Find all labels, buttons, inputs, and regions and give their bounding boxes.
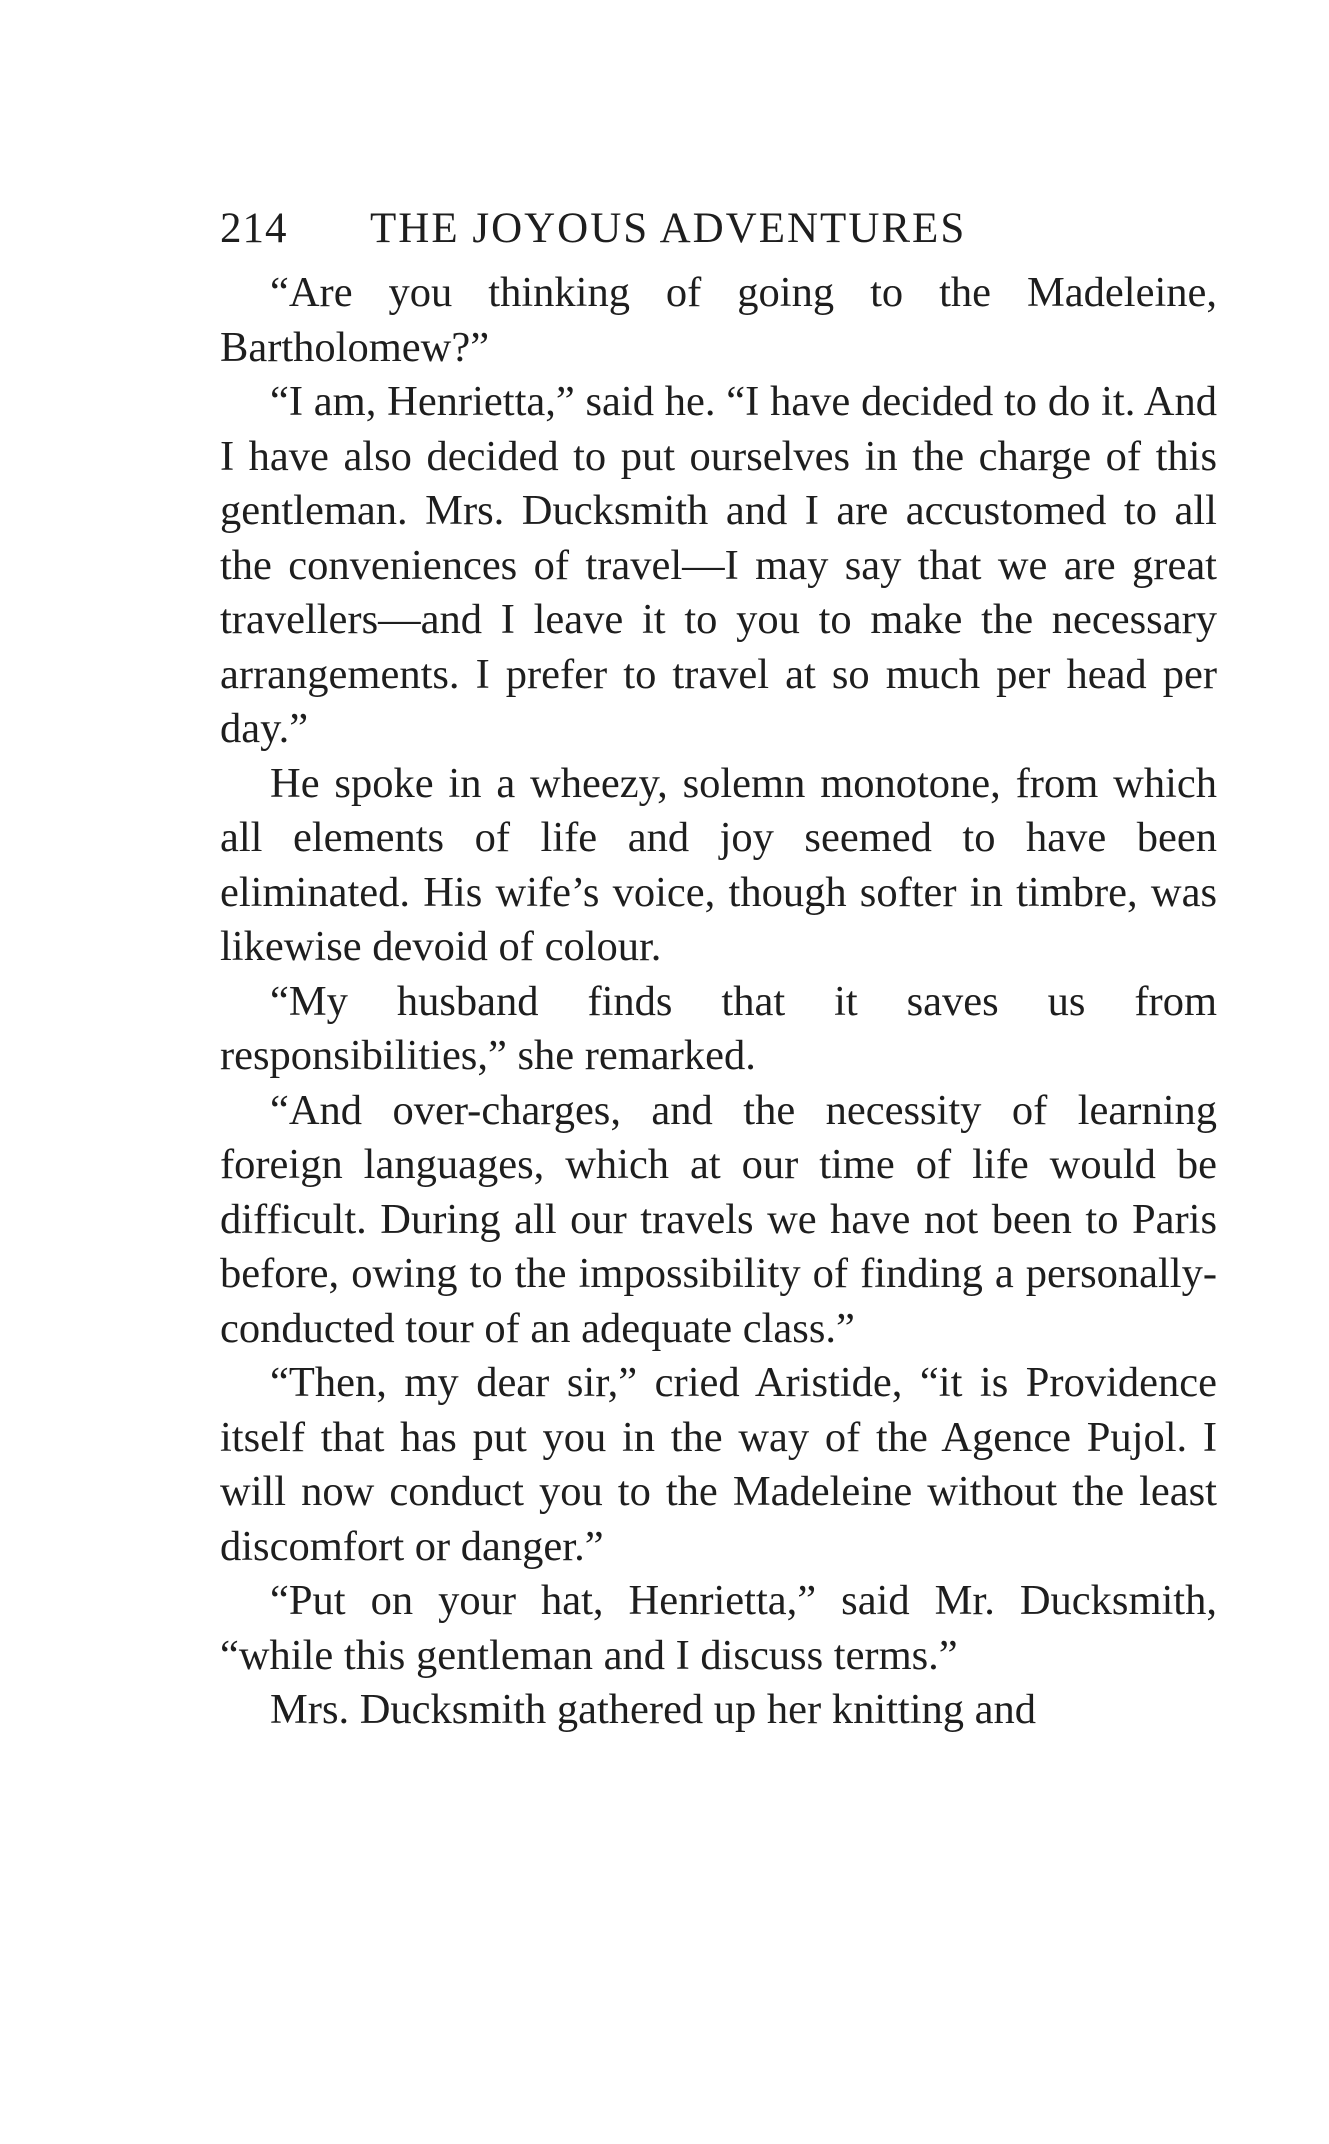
page-text-block: [220, 196, 1217, 1738]
paragraph-4: “My husband finds that it saves us from responsibilities,” she remarked.: [220, 977, 1217, 1079]
running-head: [220, 196, 1217, 262]
paragraph-5: “And over-charges, and the necessity of learning foreign languages, which at our time of life would be difficult. During all our travels we have not been to Paris before, owing to the impossibility of finding a personally-conducted tour of an adequate class.”: [220, 1086, 1217, 1352]
paragraph-3: He spoke in a wheezy, solemn monotone, from which all elements of life and joy seemed to have been eliminated. His wife’s voice, though softer in timbre, was likewise devoid of colour.: [220, 759, 1217, 970]
paragraph-7: “Put on your hat, Henrietta,” said Mr. Ducksmith, “while this gentleman and I discuss terms.”: [220, 1577, 1217, 1679]
paragraph-1: “Are you thinking of going to the Madeleine, Bartholomew?”: [220, 269, 1217, 371]
paragraph-8: Mrs. Ducksmith gathered up her knitting and: [270, 1686, 1037, 1733]
book-title: THE JOYOUS ADVENTURES: [370, 205, 967, 252]
paragraph-6: “Then, my dear sir,” cried Aristide, “it is Providence itself that has put you in the way of the Agence Pujol. I will now conduct you to the Madeleine without the least discomfort or danger.”: [220, 1359, 1217, 1570]
paragraph-2: “I am, Henrietta,” said he. “I have decided to do it. And I have also decided to put ourselves in the charge of this gentleman. Mrs. Ducksmith and I are accustomed to all the conveniences of travel—I may say that we are great travellers—and I leave it to you to make the necessary arrangements. I prefer to travel at so much per head per day.”: [220, 378, 1217, 752]
page-number: 214: [220, 205, 288, 252]
